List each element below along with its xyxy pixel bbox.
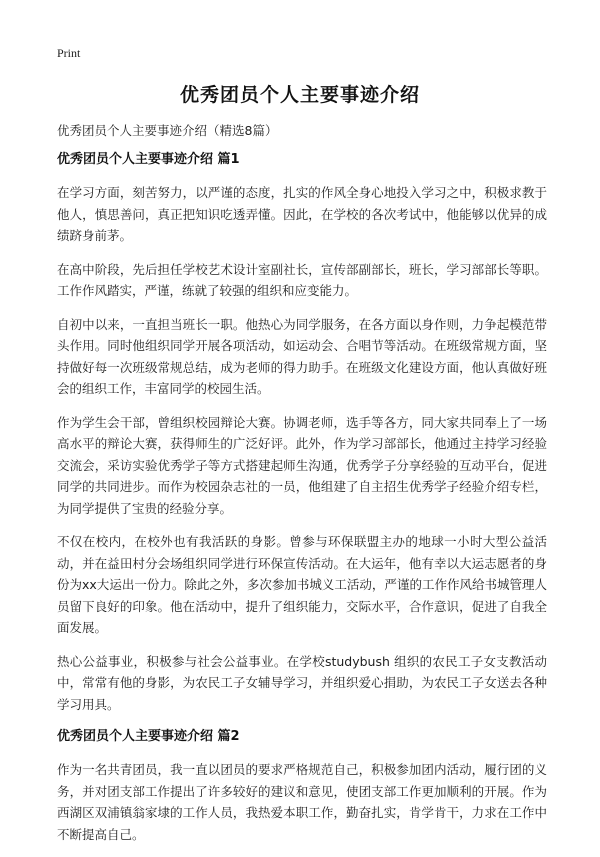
paragraph: 热心公益事业，积极参与社会公益事业。在学校studybush 组织的农民工子女支教活动中，常常有他的身影，为农民工子女辅导学习，并组织爱心捐助，为农民工子女送去各种学习用具。 <box>57 653 547 712</box>
paragraph: 自初中以来，一直担当班长一职。他热心为同学服务，在各方面以身作则，力争起模范带头作用。同时他组织同学开展各项活动，如运动会、合唱节等活动。在班级常规方面，坚持做好每一次班级常规总结，成为老师的得力助手。在班级文化建设方面，他认真做好班会的组织工作，丰富同学的校园生活。 <box>57 316 547 396</box>
paragraph: 作为一名共青团员，我一直以团员的要求严格规范自己，积极参加团内活动，履行团的义务，并对团支部工作提出了许多较好的建议和意见，使团支部工作更加顺利的开展。作为西湖区双浦镇翁家埭的工作人员，我热爱本职工作，勤奋扎实，肯学肯干，力求在工作中不断提高自己。 <box>57 762 547 842</box>
paragraph: 在学习方面，刻苦努力，以严谨的态度，扎实的作风全身心地投入学习之中，积极求教于他人，慎思善问，真正把知识吃透弄懂。因此，在学校的各次考试中，他能够以优异的成绩跻身前茅。 <box>57 185 547 243</box>
paragraph: 作为学生会干部，曾组织校园辩论大赛。协调老师，选手等各方，同大家共同奉上了一场高水平的辩论大赛，获得师生的广泛好评。此外，作为学习部部长，他通过主持学习经验交流会，采访实验优秀学子等方式搭建起师生沟通，优秀学子分享经验的互动平台，促进同学的共同进步。而作为校园杂志社的一员，他组建了自主招生优秀学子经验介绍专栏，为同学提供了宝贵的经验分享。 <box>57 414 547 516</box>
paragraph: 在高中阶段，先后担任学校艺术设计室副社长，宣传部副部长，班长，学习部部长等职。工作作风踏实，严谨，练就了较强的组织和应变能力。 <box>57 261 547 298</box>
paragraph: 不仅在校内，在校外也有我活跃的身影。曾参与环保联盟主办的地球一小时大型公益活动，并在益田村分会场组织同学进行环保宣传活动。在大运年，他有幸以大运志愿者的身份为xx大运出一份力。除此之外，多次参加书城义工活动，严谨的工作作风给书城管理人员留下良好的印象。他在活动中，提升了组织能力，交际水平，合作意识，促进了自我全面发展。 <box>57 534 547 635</box>
document-subtitle: 优秀团员个人主要事迹介绍（精选8篇） <box>57 123 278 138</box>
section-heading-2: 优秀团员个人主要事迹介绍 篇2 <box>57 729 240 744</box>
page-title: 优秀团员个人主要事迹介绍 <box>179 84 420 106</box>
print-link[interactable]: Print <box>57 46 81 60</box>
document-body <box>57 150 547 857</box>
section-heading-1: 优秀团员个人主要事迹介绍 篇1 <box>57 152 240 167</box>
